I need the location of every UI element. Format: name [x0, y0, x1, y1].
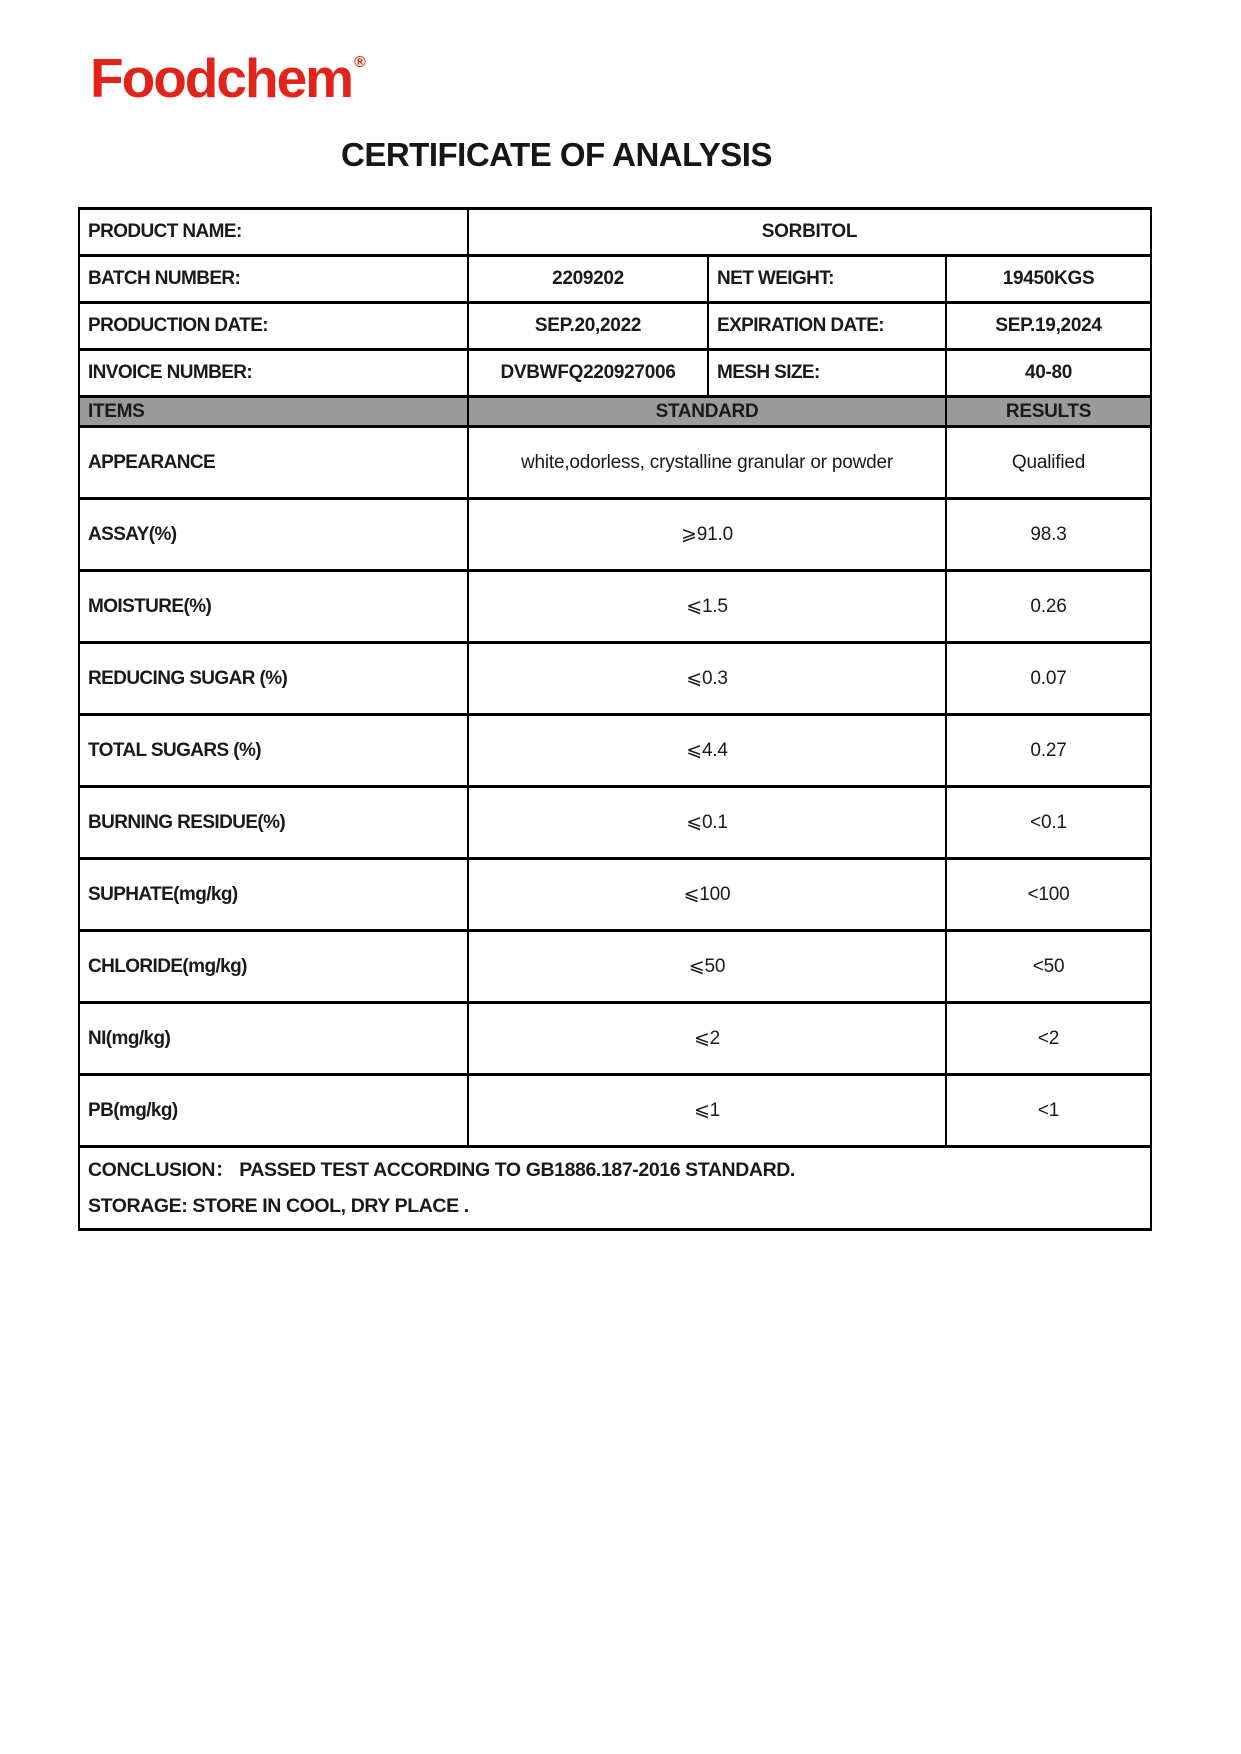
table-row-reducing-sugar	[79, 643, 1151, 715]
item-standard: ⩽2	[468, 1003, 946, 1075]
table-row-suphate	[79, 859, 1151, 931]
item-label: BURNING RESIDUE(%)	[79, 787, 468, 859]
item-label: CHLORIDE(mg/kg)	[79, 931, 468, 1003]
item-result: <2	[946, 1003, 1151, 1075]
column-header-results: RESULTS	[946, 397, 1151, 427]
conclusion-row	[79, 1147, 1151, 1230]
table-row-total-sugars	[79, 715, 1151, 787]
item-standard: ⩽50	[468, 931, 946, 1003]
invoice-number-label: INVOICE NUMBER:	[79, 350, 468, 397]
item-label: TOTAL SUGARS (%)	[79, 715, 468, 787]
item-label: ASSAY(%)	[79, 499, 468, 571]
column-header-items: ITEMS	[79, 397, 468, 427]
item-result: 0.07	[946, 643, 1151, 715]
item-label: APPEARANCE	[79, 427, 468, 499]
table-row-pb	[79, 1075, 1151, 1147]
invoice-number-value: DVBWFQ220927006	[468, 350, 708, 397]
expiration-date-label: EXPIRATION DATE:	[708, 303, 946, 350]
table-row-moisture	[79, 571, 1151, 643]
item-label: MOISTURE(%)	[79, 571, 468, 643]
batch-number-value: 2209202	[468, 256, 708, 303]
mesh-size-value: 40-80	[946, 350, 1151, 397]
item-standard: ⩽100	[468, 859, 946, 931]
item-result: 0.26	[946, 571, 1151, 643]
table-row-ni	[79, 1003, 1151, 1075]
foodchem-logo	[90, 46, 366, 110]
production-date-label: PRODUCTION DATE:	[79, 303, 468, 350]
net-weight-label: NET WEIGHT:	[708, 256, 946, 303]
table-row-appearance	[79, 427, 1151, 499]
item-standard: white,odorless, crystalline granular or powder	[468, 427, 946, 499]
conclusion-line: CONCLUSION： PASSED TEST ACCORDING TO GB1886.187-2016 STANDARD.	[88, 1159, 795, 1181]
item-label: PB(mg/kg)	[79, 1075, 468, 1147]
registered-trademark-icon: ®	[354, 54, 366, 71]
item-result: Qualified	[946, 427, 1151, 499]
table-row-burning-residue	[79, 787, 1151, 859]
item-standard: ⩽1.5	[468, 571, 946, 643]
item-standard: ⩽0.3	[468, 643, 946, 715]
production-date-value: SEP.20,2022	[468, 303, 708, 350]
item-result: <1	[946, 1075, 1151, 1147]
product-name-row	[79, 209, 1151, 256]
storage-line: STORAGE: STORE IN COOL, DRY PLACE .	[88, 1195, 469, 1218]
table-row-chloride	[79, 931, 1151, 1003]
batch-net-weight-row	[79, 256, 1151, 303]
coa-table	[78, 207, 1152, 1231]
conclusion-cell	[79, 1147, 1151, 1230]
item-label: NI(mg/kg)	[79, 1003, 468, 1075]
table-row-assay	[79, 499, 1151, 571]
column-header-standard: STANDARD	[468, 397, 946, 427]
item-result: <100	[946, 859, 1151, 931]
item-label: SUPHATE(mg/kg)	[79, 859, 468, 931]
item-standard: ⩽0.1	[468, 787, 946, 859]
item-label: REDUCING SUGAR (%)	[79, 643, 468, 715]
logo-text: Foodchem	[90, 47, 353, 109]
item-result: 98.3	[946, 499, 1151, 571]
page-title: CERTIFICATE OF ANALYSIS	[341, 136, 772, 173]
item-result: 0.27	[946, 715, 1151, 787]
column-header-row	[79, 397, 1151, 427]
product-name-label: PRODUCT NAME:	[79, 209, 468, 256]
production-expiration-row	[79, 303, 1151, 350]
net-weight-value: 19450KGS	[946, 256, 1151, 303]
item-standard: ⩽4.4	[468, 715, 946, 787]
batch-number-label: BATCH NUMBER:	[79, 256, 468, 303]
invoice-mesh-row	[79, 350, 1151, 397]
item-standard: ⩽1	[468, 1075, 946, 1147]
item-result: <0.1	[946, 787, 1151, 859]
item-result: <50	[946, 931, 1151, 1003]
product-name-value: SORBITOL	[468, 209, 1151, 256]
expiration-date-value: SEP.19,2024	[946, 303, 1151, 350]
mesh-size-label: MESH SIZE:	[708, 350, 946, 397]
item-standard: ⩾91.0	[468, 499, 946, 571]
